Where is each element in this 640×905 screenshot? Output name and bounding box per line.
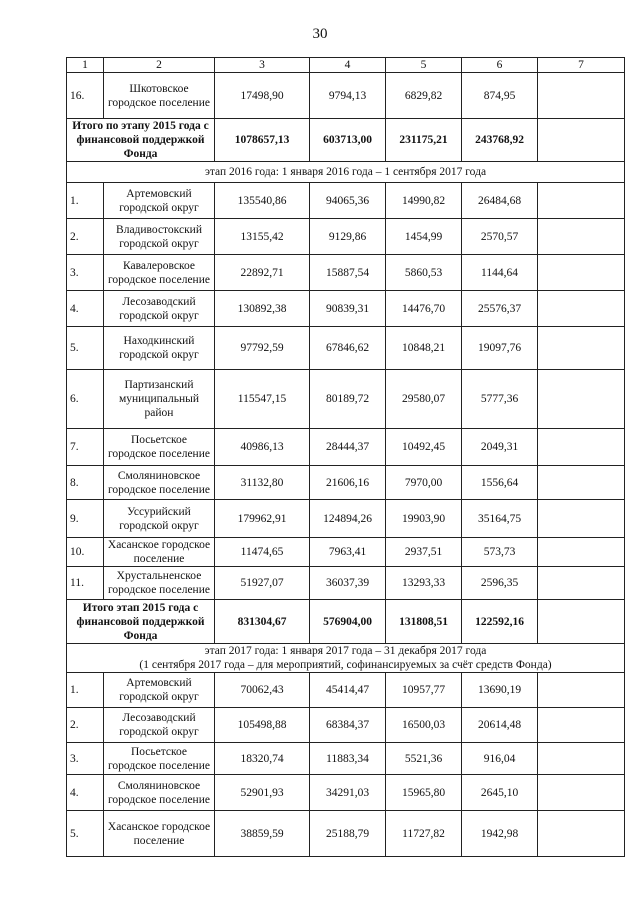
table-row [67,219,625,255]
row-number: 6. [67,370,104,429]
table-row [67,429,625,466]
page-number: 30 [312,26,328,42]
extra-cell [538,708,625,743]
local-budget-cell: 2645,10 [462,775,538,811]
municipality-name: Посьетское городское поселение [104,429,215,466]
regional-budget-cell: 14476,70 [386,291,462,327]
total-cost-cell: 1078657,13 [215,119,310,162]
fund-share-cell: 124894,26 [310,500,386,538]
program-table [66,57,625,857]
fund-share-cell: 68384,37 [310,708,386,743]
table-row [67,370,625,429]
municipality-name: Хасанское городское поселение [104,538,215,567]
regional-budget-cell: 10957,77 [386,673,462,708]
row-number: 5. [67,811,104,857]
extra-cell [538,219,625,255]
extra-cell [538,743,625,775]
total-cost-cell: 13155,42 [215,219,310,255]
total-cost-cell: 11474,65 [215,538,310,567]
total-cost-cell: 831304,67 [215,600,310,644]
municipality-name: Партизанский муниципальный район [104,370,215,429]
municipality-name: Хасанское городское поселение [104,811,215,857]
regional-budget-cell: 16500,03 [386,708,462,743]
extra-cell [538,775,625,811]
total-cost-cell: 38859,59 [215,811,310,857]
total-cost-cell: 18320,74 [215,743,310,775]
fund-share-cell: 21606,16 [310,466,386,500]
table-row [67,743,625,775]
fund-share-cell: 34291,03 [310,775,386,811]
local-budget-cell: 1556,64 [462,466,538,500]
table-row [67,538,625,567]
regional-budget-cell: 29580,07 [386,370,462,429]
column-header: 6 [462,58,538,73]
extra-cell [538,429,625,466]
extra-cell [538,183,625,219]
fund-share-cell: 603713,00 [310,119,386,162]
row-number: 7. [67,429,104,466]
table-row [67,327,625,370]
column-header: 7 [538,58,625,73]
total-cost-cell: 179962,91 [215,500,310,538]
row-number: 8. [67,466,104,500]
local-budget-cell: 20614,48 [462,708,538,743]
regional-budget-cell: 19903,90 [386,500,462,538]
municipality-name: Лесозаводский городской округ [104,291,215,327]
municipality-name: Владивостокский городской округ [104,219,215,255]
total-label: Итого этап 2015 года с финансовой поддержкой Фонда [67,600,215,644]
municipality-name: Находкинский городской округ [104,327,215,370]
regional-budget-cell: 10848,21 [386,327,462,370]
total-cost-cell: 22892,71 [215,255,310,291]
fund-share-cell: 9794,13 [310,73,386,119]
regional-budget-cell: 6829,82 [386,73,462,119]
regional-budget-cell: 5860,53 [386,255,462,291]
extra-cell [538,119,625,162]
extra-cell [538,600,625,644]
table-row [67,183,625,219]
municipality-name: Посьетское городское поселение [104,743,215,775]
regional-budget-cell: 131808,51 [386,600,462,644]
total-cost-cell: 17498,90 [215,73,310,119]
total-cost-cell: 52901,93 [215,775,310,811]
total-label: Итого по этапу 2015 года с финансовой поддержкой Фонда [67,119,215,162]
total-cost-cell: 70062,43 [215,673,310,708]
table-row [67,255,625,291]
fund-share-cell: 36037,39 [310,567,386,600]
fund-share-cell: 25188,79 [310,811,386,857]
row-number: 2. [67,219,104,255]
table-row [67,466,625,500]
row-number: 4. [67,775,104,811]
regional-budget-cell: 15965,80 [386,775,462,811]
regional-budget-cell: 10492,45 [386,429,462,466]
local-budget-cell: 2570,57 [462,219,538,255]
extra-cell [538,811,625,857]
municipality-name: Уссурийский городской округ [104,500,215,538]
column-header-row [67,58,625,73]
table-row [67,775,625,811]
fund-share-cell: 7963,41 [310,538,386,567]
local-budget-cell: 1144,64 [462,255,538,291]
column-header: 2 [104,58,215,73]
extra-cell [538,291,625,327]
table-row [67,811,625,857]
municipality-name: Артемовский городской округ [104,183,215,219]
local-budget-cell: 874,95 [462,73,538,119]
fund-share-cell: 11883,34 [310,743,386,775]
municipality-name: Шкотовское городское поселение [104,73,215,119]
total-cost-cell: 40986,13 [215,429,310,466]
stage-subtitle-line: (1 сентября 2017 года – для мероприятий, софинансируемых за счёт средств Фонда) [139,659,552,671]
stage-title-line: этап 2016 года: 1 января 2016 года – 1 сентября 2017 года [204,166,487,178]
municipality-name: Смоляниновское городское поселение [104,775,215,811]
local-budget-cell: 35164,75 [462,500,538,538]
regional-budget-cell: 5521,36 [386,743,462,775]
local-budget-cell: 916,04 [462,743,538,775]
column-header: 1 [67,58,104,73]
row-number: 3. [67,743,104,775]
local-budget-cell: 2049,31 [462,429,538,466]
row-number: 3. [67,255,104,291]
regional-budget-cell: 11727,82 [386,811,462,857]
column-header: 3 [215,58,310,73]
column-header: 4 [310,58,386,73]
row-number: 1. [67,183,104,219]
row-number: 5. [67,327,104,370]
table-body [67,58,625,857]
fund-share-cell: 576904,00 [310,600,386,644]
local-budget-cell: 2596,35 [462,567,538,600]
extra-cell [538,327,625,370]
regional-budget-cell: 14990,82 [386,183,462,219]
stage-header-row [67,162,625,183]
row-number: 1. [67,673,104,708]
table-row [67,500,625,538]
regional-budget-cell: 7970,00 [386,466,462,500]
extra-cell [538,466,625,500]
municipality-name: Смоляниновское городское поселение [104,466,215,500]
table-row [67,673,625,708]
extra-cell [538,255,625,291]
local-budget-cell: 26484,68 [462,183,538,219]
fund-share-cell: 15887,54 [310,255,386,291]
row-number: 11. [67,567,104,600]
fund-share-cell: 45414,47 [310,673,386,708]
row-number: 10. [67,538,104,567]
stage-title [67,644,625,673]
regional-budget-cell: 1454,99 [386,219,462,255]
local-budget-cell: 13690,19 [462,673,538,708]
stage-title-line: этап 2017 года: 1 января 2017 года – 31 декабря 2017 года [204,645,487,657]
local-budget-cell: 19097,76 [462,327,538,370]
extra-cell [538,370,625,429]
fund-share-cell: 9129,86 [310,219,386,255]
extra-cell [538,500,625,538]
fund-share-cell: 94065,36 [310,183,386,219]
row-number: 16. [67,73,104,119]
row-number: 4. [67,291,104,327]
local-budget-cell: 1942,98 [462,811,538,857]
total-cost-cell: 135540,86 [215,183,310,219]
regional-budget-cell: 231175,21 [386,119,462,162]
total-row [67,119,625,162]
municipality-name: Артемовский городской округ [104,673,215,708]
total-cost-cell: 51927,07 [215,567,310,600]
total-cost-cell: 97792,59 [215,327,310,370]
row-number: 2. [67,708,104,743]
local-budget-cell: 243768,92 [462,119,538,162]
total-cost-cell: 31132,80 [215,466,310,500]
municipality-name: Кавалеровское городское поселение [104,255,215,291]
total-cost-cell: 105498,88 [215,708,310,743]
extra-cell [538,538,625,567]
fund-share-cell: 80189,72 [310,370,386,429]
extra-cell [538,567,625,600]
local-budget-cell: 122592,16 [462,600,538,644]
local-budget-cell: 573,73 [462,538,538,567]
table-row [67,291,625,327]
stage-header-row [67,644,625,673]
extra-cell [538,73,625,119]
fund-share-cell: 28444,37 [310,429,386,466]
total-cost-cell: 115547,15 [215,370,310,429]
regional-budget-cell: 13293,33 [386,567,462,600]
local-budget-cell: 25576,37 [462,291,538,327]
regional-budget-cell: 2937,51 [386,538,462,567]
table-row [67,73,625,119]
table-row [67,708,625,743]
municipality-name: Хрустальненское городское поселение [104,567,215,600]
table-row [67,567,625,600]
extra-cell [538,673,625,708]
municipality-name: Лесозаводский городской округ [104,708,215,743]
column-header: 5 [386,58,462,73]
fund-share-cell: 90839,31 [310,291,386,327]
fund-share-cell: 67846,62 [310,327,386,370]
stage-title [67,162,625,183]
row-number: 9. [67,500,104,538]
total-cost-cell: 130892,38 [215,291,310,327]
local-budget-cell: 5777,36 [462,370,538,429]
total-row [67,600,625,644]
